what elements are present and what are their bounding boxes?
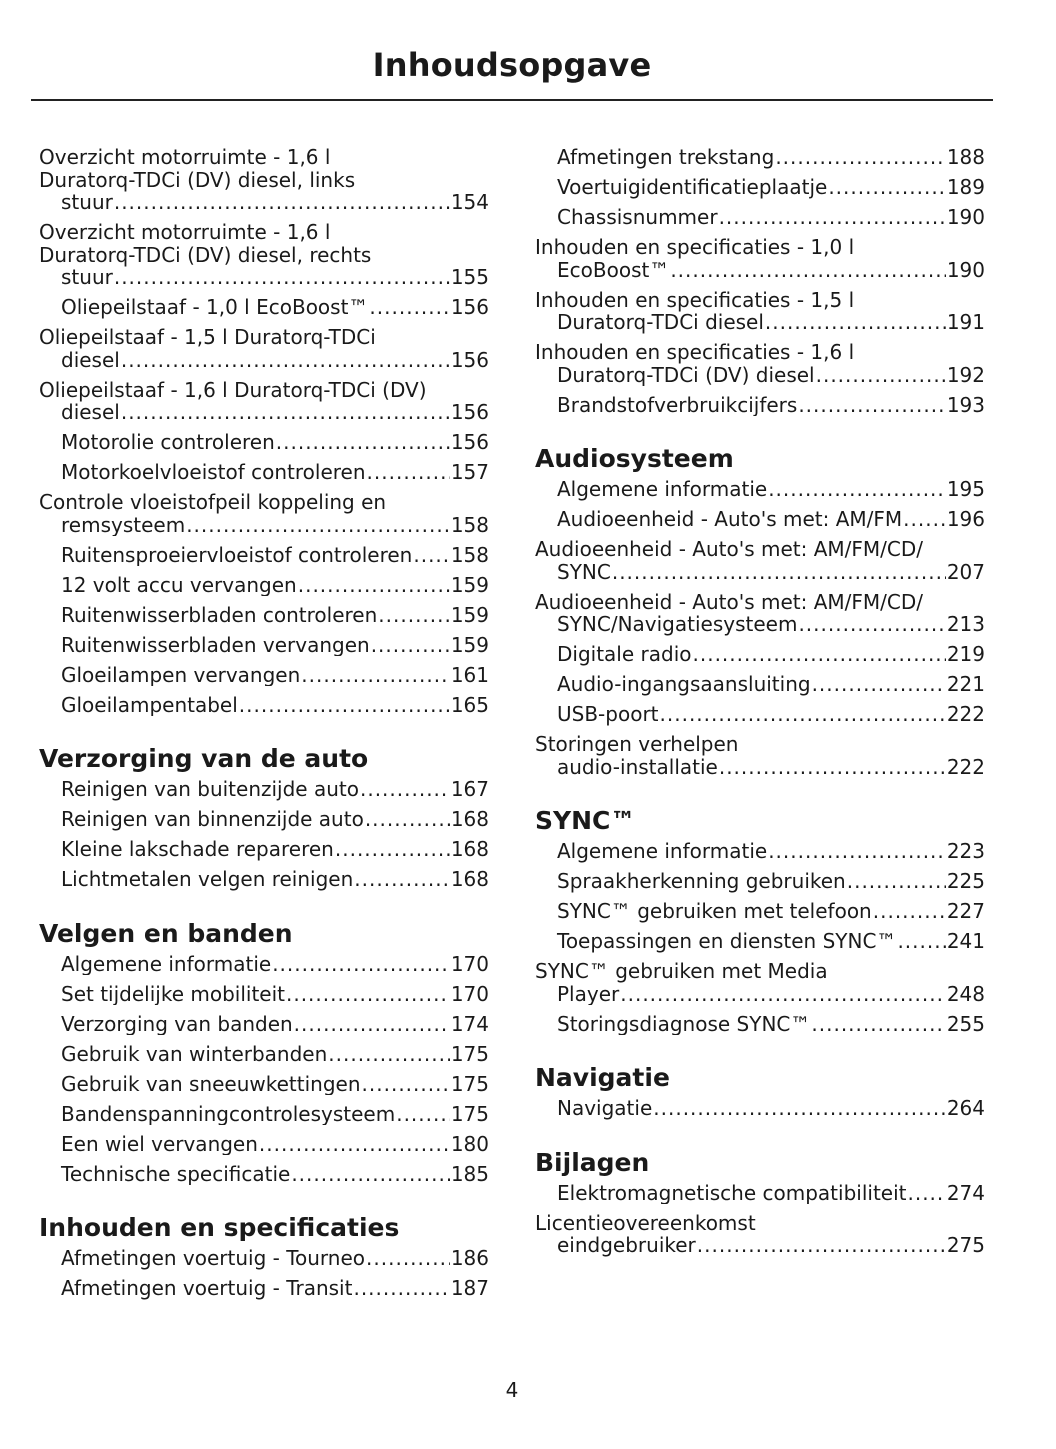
dot-leader <box>291 1163 450 1186</box>
dot-leader <box>413 544 449 567</box>
entry-text-line: Player <box>557 981 620 1005</box>
entry-page-number: 264 <box>946 1097 985 1120</box>
entry-last-line <box>61 808 489 831</box>
entry-text-line: SYNC™ gebruiken met telefoon <box>557 900 872 923</box>
section-heading: SYNC™ <box>535 806 636 835</box>
dot-leader <box>294 1013 450 1036</box>
entry-last-line <box>557 176 985 199</box>
entry-text-line: diesel <box>61 347 120 371</box>
entry-last-line <box>61 1277 489 1300</box>
entry-page-number: 168 <box>450 868 489 891</box>
dot-leader <box>362 1073 450 1096</box>
dot-leader <box>653 1097 946 1120</box>
entry-text-line: Gloeilampen vervangen <box>61 663 301 686</box>
entry-last-line <box>61 664 489 687</box>
entry-last-line <box>557 1013 985 1036</box>
dot-leader <box>371 634 450 657</box>
entry-page-number: 223 <box>946 840 985 863</box>
toc-entry[interactable] <box>39 1247 489 1270</box>
entry-page-number: 159 <box>450 633 489 656</box>
section-heading: Navigatie <box>535 1063 670 1092</box>
toc-entry[interactable] <box>39 808 489 831</box>
toc-entry[interactable] <box>535 840 985 863</box>
entry-text-line: Licentieovereenkomst <box>535 1211 756 1235</box>
entry-text-line: SYNC <box>557 559 611 583</box>
entry-last-line <box>61 1103 489 1126</box>
toc-section <box>535 806 985 1035</box>
entry-page-number: 241 <box>946 930 985 953</box>
entry-last-line <box>61 1247 489 1270</box>
dot-leader <box>847 870 946 893</box>
toc-section <box>535 1148 985 1257</box>
entry-last-line <box>557 1234 985 1257</box>
entry-text-line: Duratorq-TDCi (DV) diesel, rechts <box>39 242 372 267</box>
entry-text-line: SYNC™ gebruiken met Media <box>535 960 828 983</box>
entry-text-line: 12 volt accu vervangen <box>61 573 297 596</box>
entry-page-number: 225 <box>946 870 985 893</box>
toc-entry[interactable] <box>39 1277 489 1300</box>
dot-leader <box>367 461 450 484</box>
entry-last-line <box>61 266 489 289</box>
entry-text-line: Storingsdiagnose SYNC™ <box>557 1012 811 1035</box>
entry-text-line: Audioeenheid - Auto's met: AM/FM/CD/ <box>535 538 924 561</box>
toc-entry[interactable] <box>535 1182 985 1205</box>
entry-page-number: 227 <box>946 900 985 923</box>
toc-entry[interactable] <box>39 1163 489 1186</box>
toc-section <box>535 146 985 416</box>
dot-leader <box>239 694 450 717</box>
section-heading: Audiosysteem <box>535 444 734 473</box>
entry-page-number: 167 <box>450 778 489 801</box>
entry-text-line: Lichtmetalen velgen reinigen <box>61 868 354 891</box>
entry-text-line: Storingen verhelpen <box>535 733 739 756</box>
entry-last-line <box>557 1182 985 1205</box>
entry-page-number: 170 <box>450 982 489 1005</box>
entry-last-line <box>557 673 985 696</box>
entry-last-line <box>557 561 985 584</box>
dot-leader <box>353 1277 449 1300</box>
dot-leader <box>328 1043 450 1066</box>
entry-text-line: Afmetingen voertuig - Transit <box>61 1277 353 1300</box>
entry-page-number: 158 <box>450 543 489 566</box>
toc-entry[interactable] <box>39 868 489 891</box>
dot-leader <box>259 1133 450 1156</box>
toc-section <box>39 744 489 891</box>
entry-last-line <box>61 1043 489 1066</box>
dot-leader <box>620 983 946 1006</box>
entry-text-line: Oliepeilstaaf - 1,0 l EcoBoost™ <box>61 296 369 319</box>
entry-last-line <box>61 544 489 567</box>
page-title: Inhoudsopgave <box>372 46 652 84</box>
entry-text-line: Overzicht motorruimte - 1,6 l <box>39 146 331 169</box>
toc-column-left <box>39 146 489 1307</box>
dot-leader <box>719 206 946 229</box>
entry-last-line <box>61 1013 489 1036</box>
toc-entry[interactable] <box>39 491 489 536</box>
entry-page-number: 168 <box>450 838 489 861</box>
dot-leader <box>828 176 946 199</box>
toc-entry[interactable] <box>39 604 489 627</box>
entry-page-number: 185 <box>450 1162 489 1185</box>
dot-leader <box>775 146 946 169</box>
entry-text-line: Audioeenheid - Auto's met: AM/FM/CD/ <box>535 590 924 614</box>
entry-text-line: audio-installatie <box>557 754 718 778</box>
toc-entry[interactable] <box>535 643 985 666</box>
entry-last-line <box>557 643 985 666</box>
toc-entry[interactable] <box>39 1133 489 1156</box>
entry-text-line: Inhouden en specificaties - 1,6 l <box>535 341 855 364</box>
toc-entry[interactable] <box>535 538 985 583</box>
dot-leader <box>114 191 450 214</box>
entry-last-line <box>61 191 489 214</box>
entry-last-line <box>557 983 985 1006</box>
toc-section <box>535 1063 985 1120</box>
entry-text-line: Reinigen van buitenzijde auto <box>61 778 359 801</box>
dot-leader <box>366 1247 450 1270</box>
dot-leader <box>903 508 946 531</box>
entry-text-line: Controle vloeistofpeil koppeling en <box>39 491 387 514</box>
dot-leader <box>121 401 450 424</box>
entry-page-number: 189 <box>946 176 985 199</box>
entry-last-line <box>557 206 985 229</box>
toc-entry[interactable] <box>39 694 489 717</box>
entry-text-line: Algemene informatie <box>61 952 272 975</box>
toc-entry[interactable] <box>535 1013 985 1036</box>
toc-entry[interactable] <box>39 296 489 319</box>
entry-last-line <box>61 953 489 976</box>
section-heading: Bijlagen <box>535 1147 650 1177</box>
toc-entry[interactable] <box>39 1103 489 1126</box>
dot-leader <box>816 364 946 387</box>
entry-last-line <box>61 983 489 1006</box>
dot-leader <box>272 953 450 976</box>
entry-last-line <box>61 778 489 801</box>
entry-last-line <box>61 868 489 891</box>
entry-last-line <box>557 146 985 169</box>
dot-leader <box>812 673 946 696</box>
entry-text-line: Motorkoelvloeistof controleren <box>61 461 366 484</box>
entry-text-line: Algemene informatie <box>557 840 768 863</box>
entry-last-line <box>61 1073 489 1096</box>
title-divider <box>31 99 993 101</box>
entry-text-line: Reinigen van binnenzijde auto <box>61 808 364 831</box>
entry-page-number: 193 <box>946 393 985 416</box>
entry-page-number: 196 <box>946 508 985 531</box>
toc-entry[interactable] <box>535 870 985 893</box>
entry-last-line <box>61 514 489 537</box>
entry-text-line: Audioeenheid - Auto's met: AM/FM <box>557 508 903 531</box>
entry-text-line: Duratorq-TDCi diesel <box>557 310 764 334</box>
dot-leader <box>798 613 945 636</box>
dot-leader <box>298 574 450 597</box>
entry-text-line: SYNC/Navigatiesysteem <box>557 612 798 636</box>
toc-section <box>39 919 489 1186</box>
entry-last-line <box>557 900 985 923</box>
entry-page-number: 190 <box>946 257 985 281</box>
entry-last-line <box>557 1097 985 1120</box>
entry-last-line <box>61 349 489 372</box>
entry-page-number: 213 <box>946 612 985 636</box>
entry-page-number: 222 <box>946 703 985 726</box>
entry-page-number: 157 <box>450 461 489 484</box>
toc-entry[interactable] <box>535 733 985 778</box>
entry-last-line <box>61 574 489 597</box>
entry-page-number: 154 <box>450 190 489 214</box>
entry-last-line <box>557 394 985 417</box>
toc-entry[interactable] <box>39 1013 489 1036</box>
entry-page-number: 221 <box>946 673 985 696</box>
section-heading: Verzorging van de auto <box>39 744 369 773</box>
entry-page-number: 180 <box>450 1132 489 1155</box>
entry-text-line: Technische specificatie <box>61 1162 291 1185</box>
entry-text-line: Oliepeilstaaf - 1,6 l Duratorq-TDCi (DV) <box>39 378 427 402</box>
dot-leader <box>186 514 450 537</box>
dot-leader <box>719 756 946 779</box>
entry-page-number: 168 <box>450 808 489 831</box>
section-heading: Inhouden en specificaties <box>39 1213 400 1242</box>
dot-leader <box>907 1182 945 1205</box>
dot-leader <box>798 394 946 417</box>
toc-entry[interactable] <box>39 221 489 289</box>
dot-leader <box>121 349 450 372</box>
entry-text-line: USB-poort <box>557 703 659 726</box>
entry-page-number: 222 <box>946 754 985 778</box>
entry-page-number: 192 <box>946 362 985 386</box>
section-heading: Velgen en banden <box>39 918 293 948</box>
entry-last-line <box>557 930 985 953</box>
entry-last-line <box>61 634 489 657</box>
entry-page-number: 275 <box>946 1233 985 1257</box>
toc-entry[interactable] <box>39 664 489 687</box>
toc-entry[interactable] <box>535 1212 985 1257</box>
entry-page-number: 170 <box>450 952 489 975</box>
toc-entry[interactable] <box>39 461 489 484</box>
toc-entry[interactable] <box>39 146 489 214</box>
entry-text-line: Toepassingen en diensten SYNC™ <box>557 930 897 953</box>
entry-page-number: 156 <box>450 347 489 371</box>
entry-text-line: Kleine lakschade repareren <box>61 838 334 861</box>
entry-text-line: Brandstofverbruikcijfers <box>557 393 798 416</box>
entry-last-line <box>61 1133 489 1156</box>
entry-text-line: Ruitenwisserbladen controleren <box>61 603 378 626</box>
entry-last-line <box>557 259 985 282</box>
toc-entry[interactable] <box>39 431 489 454</box>
dot-leader <box>276 431 450 454</box>
entry-last-line <box>557 703 985 726</box>
entry-page-number: 159 <box>450 573 489 596</box>
entry-text-line: Overzicht motorruimte - 1,6 l <box>39 221 331 244</box>
dot-leader <box>670 259 945 282</box>
toc-entry[interactable] <box>535 176 985 199</box>
entry-last-line <box>557 870 985 893</box>
toc-entry[interactable] <box>535 236 985 281</box>
toc-section <box>39 1213 489 1300</box>
entry-page-number: 255 <box>946 1012 985 1035</box>
entry-page-number: 156 <box>450 400 489 424</box>
toc-entry[interactable] <box>39 778 489 801</box>
dot-leader <box>369 296 449 319</box>
entry-text-line: Ruitenwisserbladen vervangen <box>61 633 370 656</box>
toc-entry[interactable] <box>535 508 985 531</box>
entry-last-line <box>61 431 489 454</box>
entry-page-number: 188 <box>946 146 985 169</box>
toc-entry[interactable] <box>535 394 985 417</box>
entry-text-line: Gebruik van winterbanden <box>61 1042 328 1065</box>
entry-text-line: Duratorq-TDCi (DV) diesel <box>557 362 815 386</box>
entry-text-line: Voertuigidentificatieplaatje <box>557 176 828 199</box>
entry-text-line: Duratorq-TDCi (DV) diesel, links <box>39 167 356 192</box>
toc-entry[interactable] <box>39 326 489 371</box>
dot-leader <box>897 930 945 953</box>
entry-page-number: 248 <box>946 981 985 1005</box>
entry-page-number: 191 <box>946 310 985 334</box>
entry-text-line: Gloeilampentabel <box>61 693 238 716</box>
dot-leader <box>365 808 450 831</box>
dot-leader <box>873 900 946 923</box>
entry-text-line: Inhouden en specificaties - 1,0 l <box>535 236 855 259</box>
toc-entry[interactable] <box>535 1097 985 1120</box>
toc-entry[interactable] <box>535 341 985 386</box>
entry-page-number: 175 <box>450 1102 489 1125</box>
dot-leader <box>301 664 450 687</box>
toc-entry[interactable] <box>535 146 985 169</box>
dot-leader <box>114 266 450 289</box>
entry-text-line: EcoBoost™ <box>557 257 670 281</box>
entry-text-line: Motorolie controleren <box>61 431 275 454</box>
entry-page-number: 156 <box>450 296 489 319</box>
entry-text-line: Oliepeilstaaf - 1,5 l Duratorq-TDCi <box>39 326 376 349</box>
entry-text-line: eindgebruiker <box>557 1233 696 1257</box>
toc-entry[interactable] <box>535 960 985 1005</box>
page-number: 4 <box>505 1378 519 1402</box>
toc-entry[interactable] <box>39 634 489 657</box>
dot-leader <box>396 1103 450 1126</box>
dot-leader <box>378 604 450 627</box>
entry-text-line: Bandenspanningcontrolesysteem <box>61 1102 396 1125</box>
toc-entry[interactable] <box>535 206 985 229</box>
entry-text-line: diesel <box>61 400 120 424</box>
toc-section <box>535 444 985 778</box>
dot-leader <box>765 311 946 334</box>
entry-text-line: Een wiel vervangen <box>61 1132 258 1155</box>
entry-page-number: 274 <box>946 1181 985 1204</box>
entry-page-number: 219 <box>946 643 985 666</box>
toc-entry[interactable] <box>39 983 489 1006</box>
entry-page-number: 159 <box>450 603 489 626</box>
toc-section <box>39 146 489 716</box>
entry-text-line: Digitale radio <box>557 643 692 666</box>
dot-leader <box>360 778 450 801</box>
toc-entry[interactable] <box>535 673 985 696</box>
entry-text-line: Gebruik van sneeuwkettingen <box>61 1072 361 1095</box>
dot-leader <box>693 643 946 666</box>
entry-page-number: 190 <box>946 206 985 229</box>
entry-page-number: 158 <box>450 512 489 536</box>
entry-text-line: Set tijdelijke mobiliteit <box>61 982 285 1005</box>
toc-entry[interactable] <box>39 379 489 424</box>
entry-page-number: 161 <box>450 663 489 686</box>
entry-page-number: 175 <box>450 1042 489 1065</box>
entry-text-line: Spraakherkenning gebruiken <box>557 870 846 893</box>
toc-entry[interactable] <box>39 544 489 567</box>
entry-page-number: 195 <box>946 478 985 501</box>
dot-leader <box>354 868 450 891</box>
toc-entry[interactable] <box>39 1073 489 1096</box>
entry-last-line <box>557 311 985 334</box>
entry-text-line: Inhouden en specificaties - 1,5 l <box>535 288 855 312</box>
dot-leader <box>286 983 450 1006</box>
entry-page-number: 156 <box>450 431 489 454</box>
toc-entry[interactable] <box>535 289 985 334</box>
dot-leader <box>768 478 946 501</box>
entry-text-line: Algemene informatie <box>557 478 768 501</box>
entry-text-line: stuur <box>61 190 113 214</box>
entry-text-line: Ruitensproeiervloeistof controleren <box>61 543 413 566</box>
entry-last-line <box>61 461 489 484</box>
toc-entry[interactable] <box>39 838 489 861</box>
entry-text-line: remsysteem <box>61 512 186 536</box>
entry-page-number: 187 <box>450 1277 489 1300</box>
entry-last-line <box>557 756 985 779</box>
toc-entry[interactable] <box>39 953 489 976</box>
entry-last-line <box>61 296 489 319</box>
toc-entry[interactable] <box>535 930 985 953</box>
dot-leader <box>335 838 450 861</box>
entry-page-number: 174 <box>450 1012 489 1035</box>
entry-text-line: stuur <box>61 265 113 289</box>
dot-leader <box>768 840 946 863</box>
entry-text-line: Navigatie <box>557 1097 653 1120</box>
toc-entry[interactable] <box>535 591 985 636</box>
toc-entry[interactable] <box>535 478 985 501</box>
entry-page-number: 155 <box>450 265 489 289</box>
entry-text-line: Elektromagnetische compatibiliteit <box>557 1181 907 1204</box>
entry-last-line <box>61 1163 489 1186</box>
toc-entry[interactable] <box>535 703 985 726</box>
entry-text-line: Audio-ingangsaansluiting <box>557 673 811 696</box>
entry-page-number: 175 <box>450 1072 489 1095</box>
entry-last-line <box>61 401 489 424</box>
entry-page-number: 207 <box>946 559 985 583</box>
entry-last-line <box>61 604 489 627</box>
entry-last-line <box>557 508 985 531</box>
entry-last-line <box>557 478 985 501</box>
toc-column-right <box>535 146 985 1264</box>
entry-page-number: 165 <box>450 693 489 716</box>
entry-last-line <box>61 838 489 861</box>
toc-entry[interactable] <box>535 900 985 923</box>
dot-leader <box>811 1013 945 1036</box>
entry-text-line: Afmetingen trekstang <box>557 146 775 169</box>
entry-last-line <box>557 364 985 387</box>
dot-leader <box>660 703 946 726</box>
entry-text-line: Chassisnummer <box>557 206 718 229</box>
entry-text-line: Verzorging van banden <box>61 1012 293 1035</box>
entry-text-line: Afmetingen voertuig - Tourneo <box>61 1247 366 1270</box>
entry-last-line <box>61 694 489 717</box>
entry-last-line <box>557 840 985 863</box>
toc-entry[interactable] <box>39 1043 489 1066</box>
entry-page-number: 186 <box>450 1247 489 1270</box>
dot-leader <box>697 1234 946 1257</box>
toc-entry[interactable] <box>39 574 489 597</box>
entry-last-line <box>557 613 985 636</box>
dot-leader <box>612 561 946 584</box>
